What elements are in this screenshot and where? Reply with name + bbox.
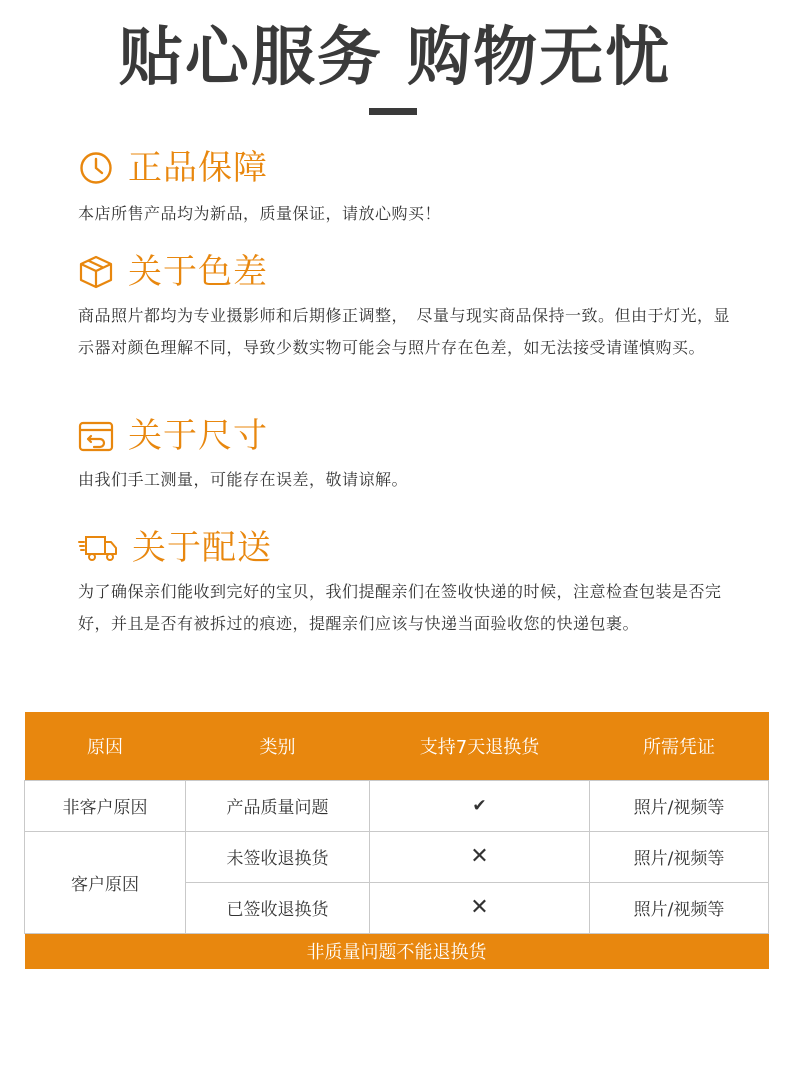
reason-cell: 非客户原因 — [25, 780, 186, 831]
section-title: 正品保障 — [128, 148, 268, 188]
section-delivery — [78, 524, 738, 640]
return-policy-table — [24, 712, 769, 969]
cross-icon: ✕ — [370, 831, 590, 882]
table-header-cell: 原因 — [25, 712, 186, 780]
category-cell: 未签收退换货 — [186, 831, 370, 882]
section-text: 为了确保亲们能收到完好的宝贝，我们提醒亲们在签收快递的时候，注意检查包装是否完好，并且是否有被拆过的痕迹，提醒亲们应该与快递当面验收您的快递包裹。 — [78, 582, 722, 633]
table-footer-note: 非质量问题不能退换货 — [25, 933, 769, 969]
reason-cell: 客户原因 — [25, 831, 186, 933]
table-header-cell: 类别 — [186, 712, 370, 780]
return-box-icon — [78, 418, 114, 454]
section-title: 关于色差 — [128, 252, 268, 292]
table-header-row — [25, 712, 769, 780]
category-cell: 产品质量问题 — [186, 780, 370, 831]
section-text: 本店所售产品均为新品，质量保证，请放心购买！ — [78, 204, 442, 223]
check-icon: ✔ — [370, 780, 590, 831]
section-genuine — [78, 144, 738, 230]
section-text: 商品照片都均为专业摄影师和后期修正调整， 尽量与现实商品保持一致。但由于灯光，显示器对颜色理解不同，导致少数实物可能会与照片存在色差，如无法接受请谨慎购买。 — [78, 306, 731, 357]
title-divider — [369, 108, 417, 115]
delivery-truck-icon — [78, 530, 118, 566]
section-title: 关于尺寸 — [128, 416, 268, 456]
section-text: 由我们手工测量，可能存在误差，敬请谅解。 — [78, 470, 409, 489]
proof-cell: 照片/视频等 — [590, 882, 769, 933]
section-size — [78, 412, 738, 496]
table-footer-row — [25, 933, 769, 969]
table-row — [25, 780, 769, 831]
table-row — [25, 831, 769, 882]
box-icon — [78, 254, 114, 290]
section-title: 关于配送 — [132, 528, 272, 568]
page-title: 贴心服务 购物无忧 — [118, 21, 672, 95]
table-header-cell: 支持7天退换货 — [370, 712, 590, 780]
section-color-diff — [78, 248, 738, 364]
clock-icon — [78, 150, 114, 186]
table-header-cell: 所需凭证 — [590, 712, 769, 780]
category-cell: 已签收退换货 — [186, 882, 370, 933]
proof-cell: 照片/视频等 — [590, 831, 769, 882]
cross-icon: ✕ — [370, 882, 590, 933]
proof-cell: 照片/视频等 — [590, 780, 769, 831]
